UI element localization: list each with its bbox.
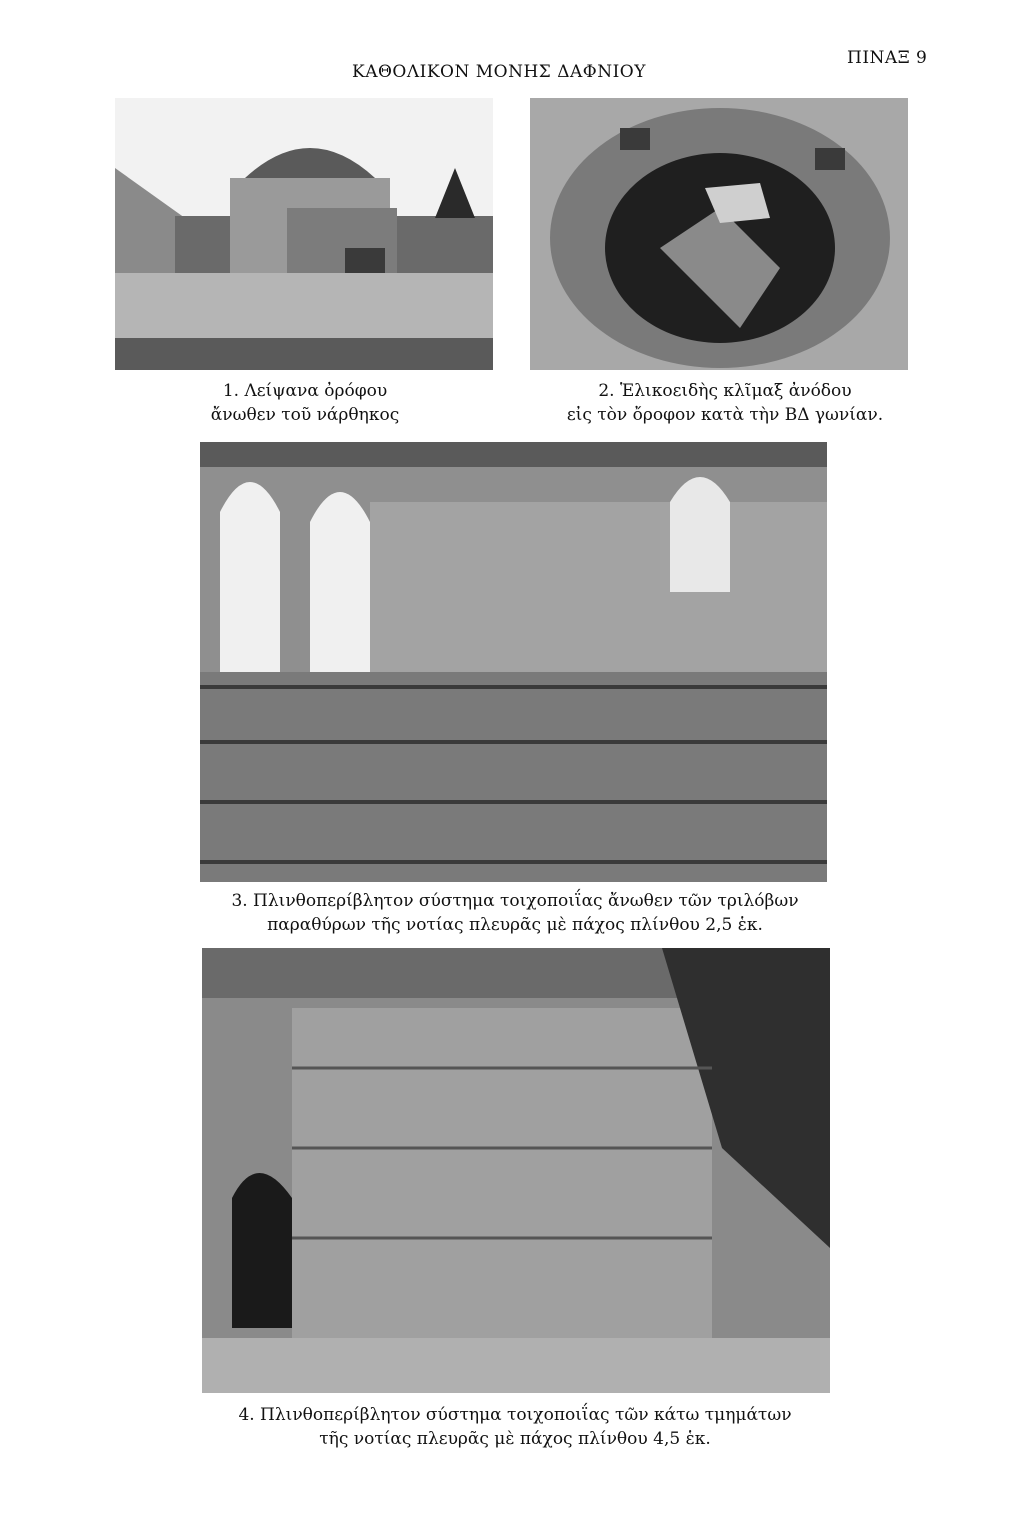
photo-4-lower-wall — [202, 948, 830, 1393]
caption-figure-1: 1. Λείψανα ὀρόφου ἄνωθεν τοῦ νάρθηκος — [210, 381, 400, 425]
photo-3-wall-above-windows — [200, 442, 827, 882]
photo-2-spiral-stair — [530, 98, 908, 370]
caption-figure-2: 2. Ἑλικοειδὴς κλῖμαξ ἀνόδου εἰς τὸν ὄροφον κατὰ τὴν ΒΔ γωνίαν. — [566, 381, 884, 425]
photo-1-narthex-roof — [115, 98, 493, 370]
caption-figure-3: 3. Πλινθοπερίβλητον σύστημα τοιχοποιΐας ἄνωθεν τῶν τριλόβων παραθύρων τῆς νοτίας πλευρᾶς μὲ πάχος πλίνθου 2,5 ἑκ. — [231, 891, 799, 935]
plate-label: ΠΙΝΑΞ 9 — [847, 48, 928, 68]
caption-figure-4: 4. Πλινθοπερίβλητον σύστημα τοιχοποιΐας τῶν κάτω τμημάτων τῆς νοτίας πλευρᾶς μὲ πάχος πλίνθου 4,5 ἑκ. — [238, 1405, 792, 1449]
running-title: ΚΑΘΟΛΙΚΟΝ ΜΟΝΗΣ ΔΑΦΝΙΟΥ — [352, 62, 646, 82]
